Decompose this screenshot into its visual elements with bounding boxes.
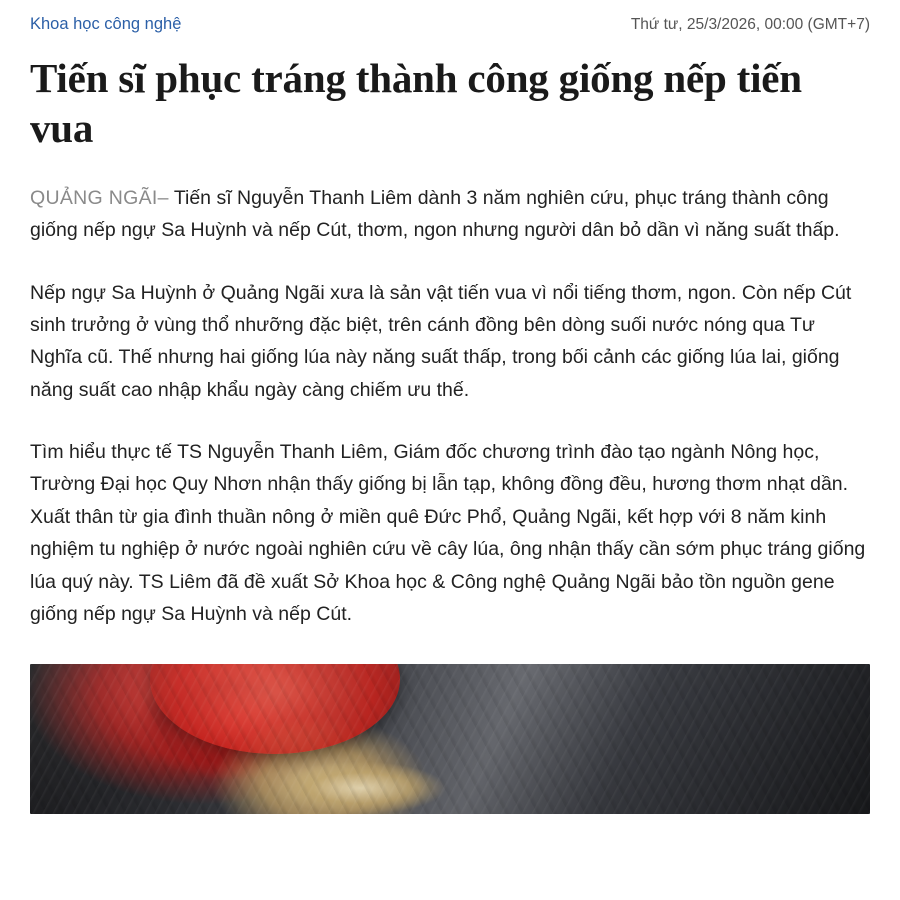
page-title: Tiến sĩ phục tráng thành công giống nếp tiến vua xyxy=(30,55,802,152)
article-paragraph-2: Tìm hiểu thực tế TS Nguyễn Thanh Liêm, Giám đốc chương trình đào tạo ngành Nông học, Trường Đại học Quy Nhơn nhận thấy giống bị lẫn tạp, không đồng đều, hương thơm nhạt dần. Xuất thân từ gia đình thuần nông ở miền quê Đức Phổ, Quảng Ngãi, kết hợp với 8 năm kinh nghiệm tu nghiệp ở nước ngoài nghiên cứu về cây lúa, ông nhận thấy cần sớm phục tráng giống lúa quý này. TS Liêm đã đề xuất Sở Khoa học & Công nghệ Quảng Ngãi bảo tồn nguồn gene giống nếp ngự Sa Huỳnh và nếp Cút. xyxy=(30,441,866,625)
photo-rice-grains xyxy=(30,664,870,814)
lead-text: Tiến sĩ Nguyễn Thanh Liêm dành 3 năm nghiên cứu, phục tráng thành công giống nếp ngự Sa Huỳnh và nếp Cút, thơm, ngon nhưng người dân bỏ dần vì năng suất thấp. xyxy=(30,187,840,242)
article-meta xyxy=(30,0,870,39)
article-paragraph-1: Nếp ngự Sa Huỳnh ở Quảng Ngãi xưa là sản vật tiến vua vì nổi tiếng thơm, ngon. Còn nếp Cút sinh trưởng ở vùng thổ nhưỡng đặc biệt, trên cánh đồng bên dòng suối nước nóng qua Tư Nghĩa cũ. Thế nhưng hai giống lúa này năng suất thấp, trong bối cảnh các giống lúa lai, giống năng suất cao nhập khẩu ngày càng chiếm ưu thế. xyxy=(30,281,852,401)
dateline-location: QUẢNG NGÃI– xyxy=(30,187,169,210)
publish-timestamp: Thứ tư, 25/3/2026, 00:00 (GMT+7) xyxy=(630,16,870,33)
article-lead xyxy=(30,183,870,246)
article-image[interactable] xyxy=(30,664,870,814)
category-link[interactable]: Khoa học công nghệ xyxy=(30,15,182,33)
photo-sheen-overlay xyxy=(30,664,870,814)
